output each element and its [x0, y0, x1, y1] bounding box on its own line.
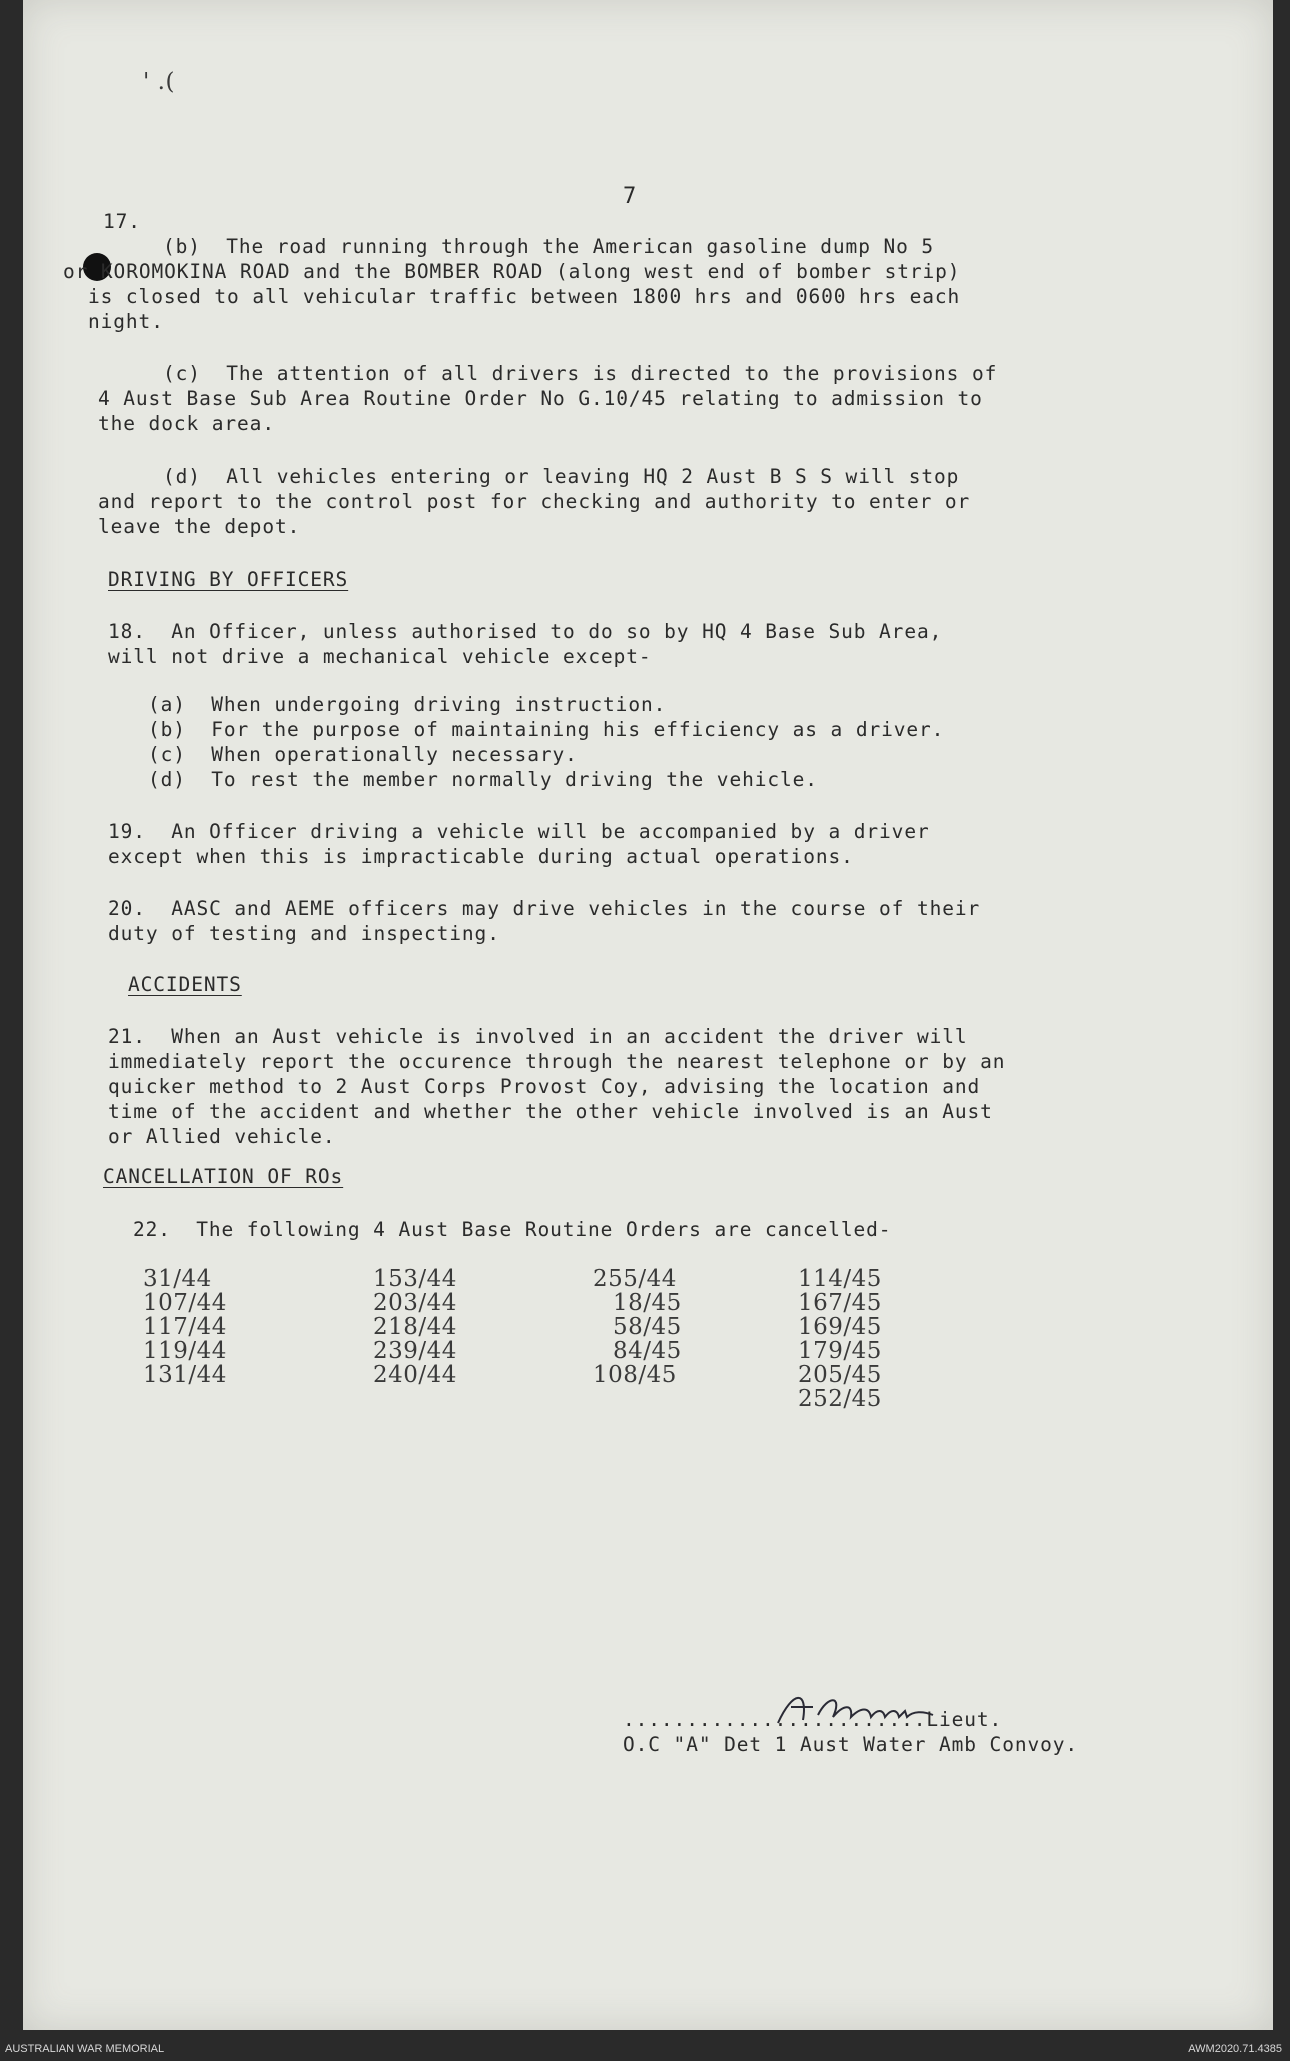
- para-18-item: (c) When operationally necessary.: [148, 743, 578, 766]
- page-number: 7: [623, 184, 638, 209]
- para-20-line: duty of testing and inspecting.: [108, 922, 500, 945]
- order-number: 84/45: [613, 1338, 682, 1364]
- para-21-line: quicker method to 2 Aust Corps Provost Coy, advising the location and: [108, 1075, 981, 1098]
- order-number: 240/44: [373, 1362, 457, 1388]
- para-18-line: 18. An Officer, unless authorised to do so by HQ 4 Base Sub Area,: [108, 620, 943, 643]
- signature-line: ........................Lieut.: [623, 1708, 1003, 1731]
- order-number: 58/45: [613, 1314, 682, 1340]
- para-17d-line: and report to the control post for checking and authority to enter or: [98, 490, 971, 513]
- order-number: 131/44: [143, 1362, 227, 1388]
- para-17b-line: or KOROMOKINA ROAD and the BOMBER ROAD (along west end of bomber strip): [63, 260, 961, 283]
- para-18-item: (a) When undergoing driving instruction.: [148, 693, 667, 716]
- order-number: 107/44: [143, 1290, 227, 1316]
- order-number: 119/44: [143, 1338, 227, 1364]
- para-17-number: 17.: [103, 210, 141, 233]
- order-number: 18/45: [613, 1290, 682, 1316]
- heading-driving-by-officers: DRIVING BY OFFICERS: [108, 568, 349, 591]
- order-number: 239/44: [373, 1338, 457, 1364]
- order-number: 203/44: [373, 1290, 457, 1316]
- para-17b-line: is closed to all vehicular traffic between 1800 hrs and 0600 hrs each: [88, 285, 961, 308]
- para-22-line: 22. The following 4 Aust Base Routine Orders are cancelled-: [133, 1218, 892, 1241]
- order-number: 117/44: [143, 1314, 227, 1340]
- para-17c-line: the dock area.: [98, 412, 275, 435]
- footer-archive-name: AUSTRALIAN WAR MEMORIAL: [5, 2043, 165, 2055]
- heading-cancellation: CANCELLATION OF ROs: [103, 1165, 344, 1188]
- heading-accidents: ACCIDENTS: [128, 973, 242, 996]
- para-17c-line: 4 Aust Base Sub Area Routine Order No G.10/45 relating to admission to: [98, 387, 983, 410]
- para-17d-line: leave the depot.: [98, 515, 301, 538]
- para-18-line: will not drive a mechanical vehicle except-: [108, 645, 652, 668]
- footer-catalogue-number: AWM2020.71.4385: [1188, 2043, 1282, 2055]
- order-number: 169/45: [798, 1314, 882, 1340]
- signatory-title: O.C "A" Det 1 Aust Water Amb Convoy.: [623, 1733, 1079, 1756]
- order-number: 179/45: [798, 1338, 882, 1364]
- para-21-line: 21. When an Aust vehicle is involved in an accident the driver will: [108, 1025, 968, 1048]
- para-17c-line: (c) The attention of all drivers is directed to the provisions of: [163, 362, 998, 385]
- para-17d-line: (d) All vehicles entering or leaving HQ 2 Aust B S S will stop: [163, 465, 960, 488]
- para-19-line: except when this is impracticable during actual operations.: [108, 845, 854, 868]
- order-number: 167/45: [798, 1290, 882, 1316]
- para-18-item: (d) To rest the member normally driving the vehicle.: [148, 768, 818, 791]
- order-number: 114/45: [798, 1266, 882, 1292]
- order-number: 108/45: [593, 1362, 677, 1388]
- order-number: 31/44: [143, 1266, 212, 1292]
- para-18-item: (b) For the purpose of maintaining his efficiency as a driver.: [148, 718, 945, 741]
- order-number: 153/44: [373, 1266, 457, 1292]
- para-21-line: time of the accident and whether the other vehicle involved is an Aust: [108, 1100, 993, 1123]
- document-page: [23, 0, 1273, 2030]
- para-21-line: or Allied vehicle.: [108, 1125, 336, 1148]
- para-19-line: 19. An Officer driving a vehicle will be accompanied by a driver: [108, 820, 930, 843]
- pencil-marks: ' .(: [143, 69, 183, 95]
- order-number: 252/45: [798, 1386, 882, 1412]
- para-21-line: immediately report the occurence through the nearest telephone or by an: [108, 1050, 1006, 1073]
- order-number: 255/44: [593, 1266, 677, 1292]
- order-number: 218/44: [373, 1314, 457, 1340]
- para-17b-line: (b) The road running through the American gasoline dump No 5: [163, 235, 935, 258]
- para-20-line: 20. AASC and AEME officers may drive vehicles in the course of their: [108, 897, 981, 920]
- order-number: 205/45: [798, 1362, 882, 1388]
- para-17b-line: night.: [88, 310, 164, 333]
